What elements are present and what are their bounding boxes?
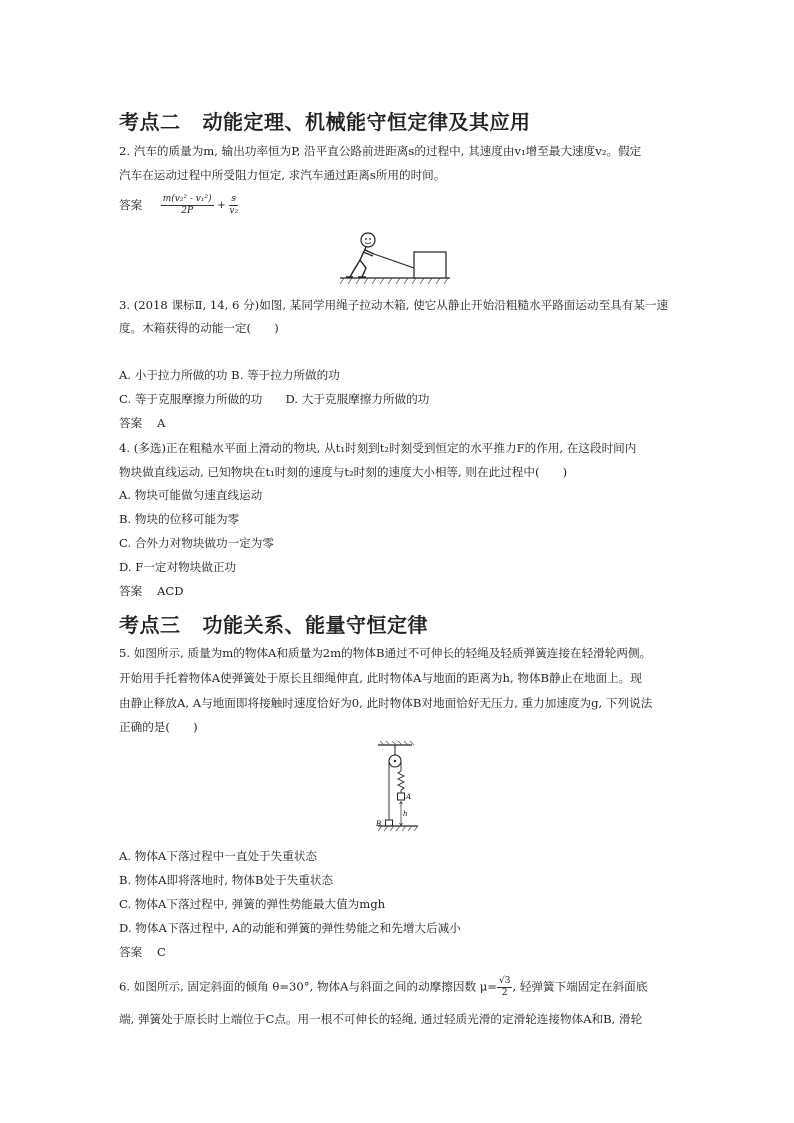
answer-fraction-1 <box>161 194 214 217</box>
question-3-options-cd: C. 等于克服摩擦力所做的功 D. 大于克服摩擦力所做的功 <box>119 392 430 406</box>
fraction-numerator: s <box>229 194 238 206</box>
question-4-answer <box>119 583 184 599</box>
question-4-option-d: D. F一定对物块做正功 <box>119 560 237 574</box>
answer-value: A <box>157 416 166 430</box>
question-4-line-2: 物块做直线运动, 已知物块在t₁时刻的速度与t₂时刻的速度大小相等, 则在此过程中( ) <box>119 465 568 479</box>
question-5-option-d: D. 物体A下落过程中, A的动能和弹簧的弹性势能之和先增大后减小 <box>119 921 461 935</box>
question-4-option-b: B. 物块的位移可能为零 <box>119 512 240 526</box>
question-3-line-2: 度。木箱获得的动能一定( ) <box>119 321 279 335</box>
question-4-option-a: A. 物块可能做匀速直线运动 <box>119 488 263 502</box>
answer-value: ACD <box>157 584 184 598</box>
question-4-line-1: 4. (多选)正在粗糙水平面上滑动的物块, 从t₁时刻到t₂时刻受到恒定的水平推力F的作用, 在这段时间内 <box>119 441 637 455</box>
question-4-option-c: C. 合外力对物块做功一定为零 <box>119 536 274 550</box>
section-number: 考点三 <box>119 613 181 637</box>
figure-label-h: h <box>403 810 408 818</box>
question-5-line-1: 5. 如图所示, 质量为m的物体A和质量为2m的物体B通过不可伸长的轻绳及轻质弹簧连接在轻滑轮两侧。 <box>119 646 652 660</box>
question-5-line-2: 开始用手托着物体A使弹簧处于原长且细绳伸直, 此时物体A与地面的距离为h, 物体B静止在地面上。现 <box>119 671 642 685</box>
question-6-text-a: 6. 如图所示, 固定斜面的倾角 θ=30°, 物体A与斜面之间的动摩擦因数 μ= <box>119 979 497 994</box>
fraction-denominator: v₂ <box>229 206 239 216</box>
figure-person-pulling-box <box>338 230 458 286</box>
fraction-numerator: √3 <box>498 976 511 986</box>
question-6-line-2: 端, 弹簧处于原长时上端位于C点。用一根不可伸长的轻绳, 通过轻质光滑的定滑轮连接物体A和B, 滑轮 <box>119 1012 643 1026</box>
question-3-line-1: 3. (2018 课标Ⅱ, 14, 6 分)如图, 某同学用绳子拉动木箱, 使它从静止开始沿粗糙水平路面运动至具有某一速 <box>119 298 669 312</box>
answer-label: 答案 <box>119 945 143 959</box>
section-title: 功能关系、能量守恒定律 <box>202 613 428 637</box>
figure-label-b: B <box>376 820 382 828</box>
question-2-line-1: 2. 汽车的质量为m, 输出功率恒为P, 沿平直公路前进距离s的过程中, 其速度由v₁增至最大速度v₂。假定 <box>119 144 642 158</box>
question-2-line-2: 汽车在运动过程中所受阻力恒定, 求汽车通过距离s所用的时间。 <box>119 168 446 182</box>
question-5-option-c: C. 物体A下落过程中, 弹簧的弹性势能最大值为mgh <box>119 897 386 911</box>
answer-label: 答案 <box>119 197 143 212</box>
question-5-answer <box>119 944 166 960</box>
section-title: 动能定理、机械能守恒定律及其应用 <box>202 110 531 134</box>
fraction-denominator: 2 <box>501 988 508 998</box>
figure-label-a: A <box>406 793 412 801</box>
answer-label: 答案 <box>119 416 143 430</box>
question-5-line-4: 正确的是( ) <box>119 720 198 734</box>
section-heading-2 <box>119 106 531 135</box>
answer-label: 答案 <box>119 584 143 598</box>
figure-pulley-spring <box>370 741 422 837</box>
fraction-numerator: m(v₂² - v₁²) <box>162 194 212 204</box>
question-6-text-b: , 轻弹簧下端固定在斜面底 <box>512 979 648 994</box>
question-5-option-a: A. 物体A下落过程中一直处于失重状态 <box>119 849 318 863</box>
question-3-answer <box>119 415 165 431</box>
fraction-denominator: 2P <box>181 206 194 216</box>
answer-value: C <box>157 945 166 959</box>
question-6-line-1 <box>119 976 647 999</box>
answer-fraction-2 <box>229 194 238 217</box>
question-5-line-3: 由静止释放A, A与地面即将接触时速度恰好为0, 此时物体B对地面恰好无压力, 重力加速度为g, 下列说法 <box>119 696 653 710</box>
mu-fraction <box>497 976 512 999</box>
question-5-option-b: B. 物体A即将落地时, 物体B处于失重状态 <box>119 873 334 887</box>
section-heading-3 <box>119 609 428 638</box>
section-number: 考点二 <box>119 110 181 134</box>
answer-plus: + <box>217 200 226 211</box>
question-3-options-ab: A. 小于拉力所做的功 B. 等于拉力所做的功 <box>119 368 340 382</box>
question-2-answer <box>119 194 238 217</box>
